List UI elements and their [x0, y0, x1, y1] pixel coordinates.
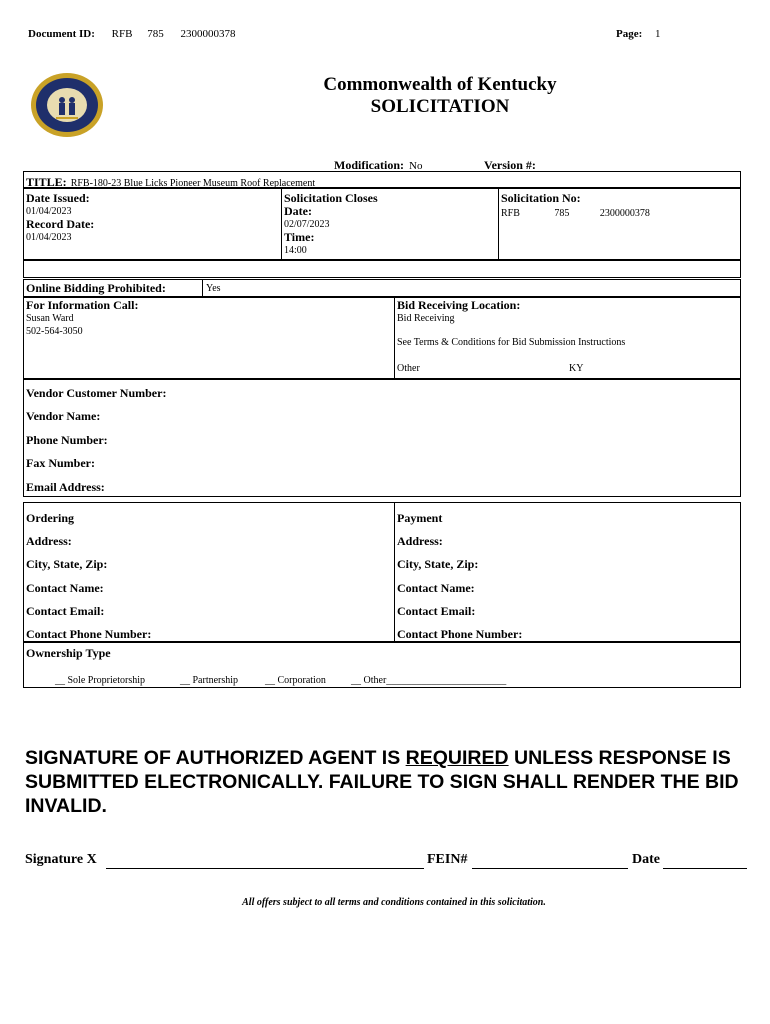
- bid-location-label: Bid Receiving Location:: [397, 298, 521, 312]
- record-date-value: 01/04/2023: [26, 232, 72, 243]
- signature-notice-required: REQUIRED: [405, 747, 509, 769]
- footer-note: All offers subject to all terms and conditions contained in this solicitation.: [242, 897, 546, 908]
- vendor-email-label: Email Address:: [26, 480, 105, 494]
- document-id-part-2: 785: [147, 28, 164, 40]
- document-id-label: Document ID:: [28, 28, 95, 40]
- fein-label: FEIN#: [427, 852, 468, 867]
- page-number: 1: [655, 28, 661, 40]
- date-label: Date: [632, 852, 660, 867]
- date-issued-value: 01/04/2023: [26, 206, 72, 217]
- contact-name: Susan Ward: [26, 313, 74, 324]
- title-row-value: RFB-180-23 Blue Licks Pioneer Museum Roof Replacement: [70, 178, 316, 189]
- fein-line[interactable]: [472, 868, 628, 869]
- bid-location-value: Bid Receiving: [397, 313, 455, 324]
- solicitation-number-part-2: 785: [554, 208, 570, 219]
- solicitation-number-part-3: 2300000378: [599, 208, 650, 219]
- ordering-contact-email-label: Contact Email:: [26, 603, 105, 618]
- signature-line[interactable]: [106, 868, 424, 869]
- modification-label: Modification:: [334, 158, 404, 172]
- page-title: [280, 74, 600, 118]
- ownership-title: Ownership Type: [26, 646, 111, 660]
- title-row-label: TITLE:: [26, 175, 67, 189]
- location-other: Other: [397, 363, 420, 374]
- closes-time-label: Time:: [284, 230, 315, 244]
- ownership-partnership[interactable]: __ Partnership: [180, 675, 239, 686]
- signature-notice-part-2: UNLESS RESPONSE IS SUBMITTED ELECTRONICALLY. FAILURE TO SIGN SHALL RENDER THE BID INVALID.: [25, 747, 739, 817]
- ordering-contact-phone-label: Contact Phone Number:: [26, 627, 152, 642]
- date-line[interactable]: [663, 868, 747, 869]
- ordering-title: Ordering: [26, 511, 74, 525]
- title-line-2: SOLICITATION: [370, 96, 510, 117]
- ordering-city-label: City, State, Zip:: [26, 557, 108, 572]
- location-state: KY: [569, 363, 584, 374]
- payment-contact-phone-label: Contact Phone Number:: [397, 627, 523, 642]
- closes-date-value: 02/07/2023: [284, 219, 330, 230]
- payment-contact-name-label: Contact Name:: [397, 580, 475, 595]
- signature-notice-part-1: SIGNATURE OF AUTHORIZED AGENT IS: [25, 747, 406, 769]
- record-date-label: Record Date:: [26, 217, 95, 231]
- signature-notice: [25, 746, 755, 818]
- solicitation-number-label: Solicitation No:: [501, 191, 581, 205]
- closes-label: Solicitation Closes: [284, 191, 378, 205]
- vendor-name-label: Vendor Name:: [26, 409, 101, 423]
- closes-date-label: Date:: [284, 204, 312, 218]
- solicitation-number-part-1: RFB: [501, 208, 520, 219]
- ownership-corporation[interactable]: __ Corporation: [265, 675, 326, 686]
- spacer-row: [23, 260, 741, 278]
- online-bidding-value: Yes: [206, 283, 221, 294]
- page-label: Page:: [616, 28, 643, 40]
- payment-address-label: Address:: [397, 534, 443, 549]
- payment-city-label: City, State, Zip:: [397, 557, 479, 572]
- modification-value: No: [409, 160, 423, 172]
- date-issued-label: Date Issued:: [26, 191, 90, 205]
- payment-contact-email-label: Contact Email:: [397, 603, 476, 618]
- bid-location: [397, 299, 520, 325]
- kentucky-seal-icon: [30, 72, 104, 138]
- title-line-1: Commonwealth of Kentucky: [323, 74, 557, 95]
- ownership-other[interactable]: __ Other________________________: [351, 675, 507, 686]
- vendor-phone-label: Phone Number:: [26, 433, 108, 447]
- payment-title: Payment: [397, 511, 443, 525]
- solicitation-number-block: [501, 192, 650, 220]
- closes-block: [284, 192, 378, 257]
- document-id: [28, 28, 235, 40]
- see-terms-text: See Terms & Conditions for Bid Submission Instructions: [397, 337, 626, 348]
- document-id-part-3: 2300000378: [180, 28, 236, 40]
- contact-phone: 502-564-3050: [26, 326, 83, 337]
- document-id-part-1: RFB: [111, 28, 133, 40]
- version-label: Version #:: [484, 158, 536, 172]
- title-row: [23, 171, 741, 188]
- ordering-block: [26, 507, 151, 646]
- payment-block: [397, 507, 522, 646]
- closes-time-value: 14:00: [284, 245, 307, 256]
- information-call-label: For Information Call:: [26, 298, 139, 312]
- information-contact: [26, 299, 138, 338]
- date-issued-block: [26, 192, 94, 244]
- ordering-address-label: Address:: [26, 534, 72, 549]
- page-indicator: [616, 28, 661, 40]
- signature-label: Signature X: [25, 852, 97, 867]
- vendor-fax-label: Fax Number:: [26, 456, 95, 470]
- vendor-customer-number-label: Vendor Customer Number:: [26, 386, 167, 400]
- online-bidding-label: Online Bidding Prohibited:: [26, 281, 166, 295]
- ownership-sole-proprietorship[interactable]: __ Sole Proprietorship: [55, 675, 145, 686]
- ordering-contact-name-label: Contact Name:: [26, 580, 104, 595]
